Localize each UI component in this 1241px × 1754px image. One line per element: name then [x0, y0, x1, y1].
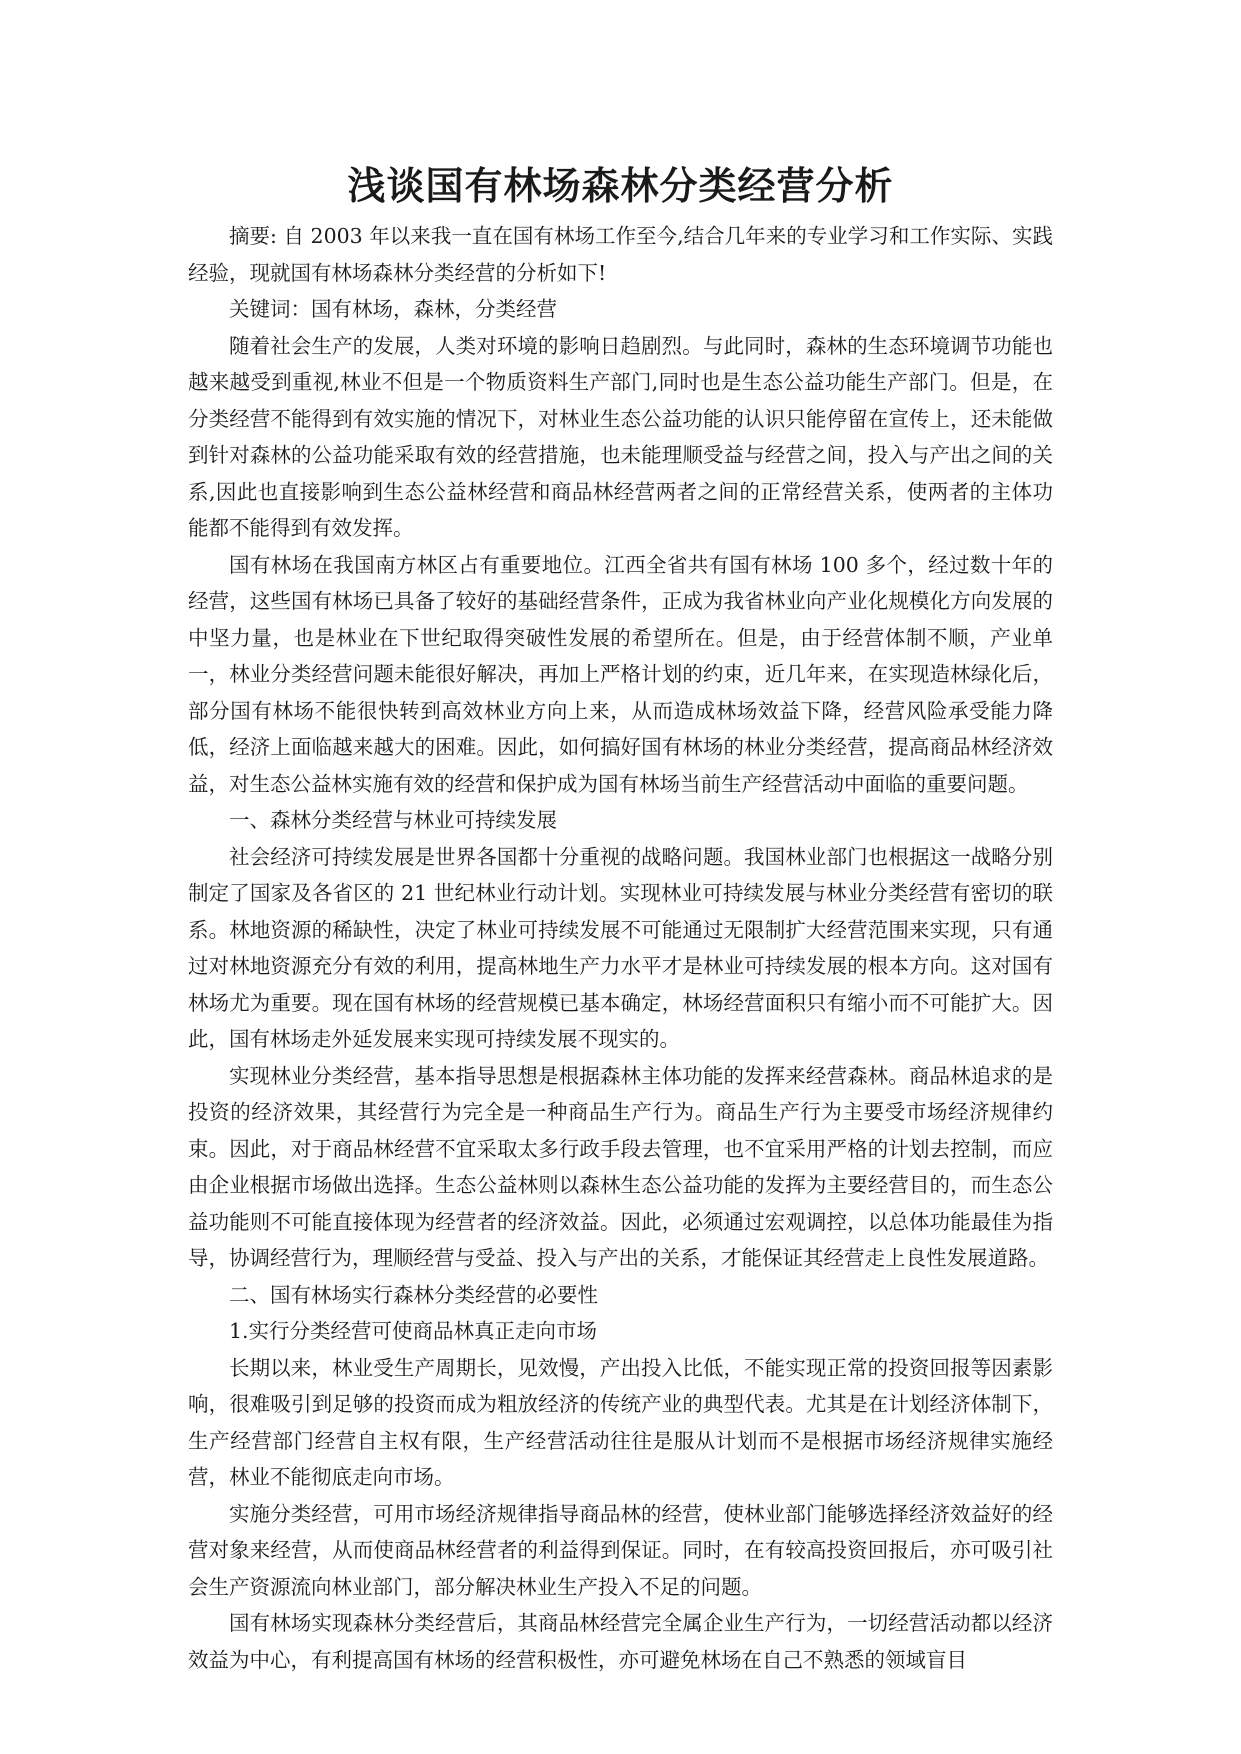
body-paragraph: 长期以来，林业受生产周期长，见效慢，产出投入比低，不能实现正常的投资回报等因素影响，很难吸引到足够的投资而成为粗放经济的传统产业的典型代表。尤其是在计划经济体制下，生产经营部门经营自主权有限，生产经营活动往往是服从计划而不是根据市场经济规律实施经营，林业不能彻底走向市场。	[188, 1355, 1053, 1489]
body-paragraph: 实现林业分类经营，基本指导思想是根据森林主体功能的发挥来经营森林。商品林追求的是投资的经济效果，其经营行为完全是一种商品生产行为。商品生产行为主要受市场经济规律约束。因此，对于商品林经营不宜采取太多行政手段去管理，也不宜采用严格的计划去控制，而应由企业根据市场做出选择。生态公益林则以森林生态公益功能的发挥为主要经营目的，而生态公益功能则不可能直接体现为经营者的经济效益。因此，必须通过宏观调控，以总体功能最佳为指导，协调经营行为，理顺经营与受益、投入与产出的关系，才能保证其经营走上良性发展道路。	[188, 1063, 1053, 1270]
body-paragraph: 实施分类经营，可用市场经济规律指导商品林的经营，使林业部门能够选择经济效益好的经营对象来经营，从而使商品林经营者的利益得到保证。同时，在有较高投资回报后，亦可吸引社会生产资源流向林业部门，部分解决林业生产投入不足的问题。	[188, 1501, 1053, 1599]
body-paragraph: 社会经济可持续发展是世界各国都十分重视的战略问题。我国林业部门也根据这一战略分别制定了国家及各省区的 21 世纪林业行动计划。实现林业可持续发展与林业分类经营有密切的联系。林地资源的稀缺性，决定了林业可持续发展不可能通过无限制扩大经营范围来实现，只有通过对林地资源充分有效的利用，提高林地生产力水平才是林业可持续发展的根本方向。这对国有林场尤为重要。现在国有林场的经营规模已基本确定，林场经营面积只有缩小而不可能扩大。因此，国有林场走外延发展来实现可持续发展不现实的。	[188, 844, 1053, 1051]
body-paragraph: 随着社会生产的发展，人类对环境的影响日趋剧烈。与此同时，森林的生态环境调节功能也越来越受到重视,林业不但是一个物质资料生产部门,同时也是生态公益功能生产部门。但是，在分类经营不能得到有效实施的情况下，对林业生态公益功能的认识只能停留在宣传上，还未能做到针对森林的公益功能采取有效的经营措施，也未能理顺受益与经营之间，投入与产出之间的关系,因此也直接影响到生态公益林经营和商品林经营两者之间的正常经营关系，使两者的主体功能都不能得到有效发挥。	[188, 333, 1053, 540]
document-title: 浅谈国有林场森林分类经营分析	[347, 163, 894, 208]
keywords-paragraph: 关键词：国有林场，森林，分类经营	[229, 297, 557, 321]
body-paragraph: 国有林场在我国南方林区占有重要地位。江西全省共有国有林场 100 多个，经过数十年的经营，这些国有林场已具备了较好的基础经营条件，正成为我省林业向产业化规模化方向发展的中坚力量，也是林业在下世纪取得突破性发展的希望所在。但是，由于经营体制不顺，产业单一，林业分类经营问题未能很好解决，再加上严格计划的约束，近几年来，在实现造林绿化后，部分国有林场不能很快转到高效林业方向上来，从而造成林场效益下降，经营风险承受能力降低，经济上面临越来越大的困难。因此，如何搞好国有林场的林业分类经营，提高商品林经济效益，对生态公益林实施有效的经营和保护成为国有林场当前生产经营活动中面临的重要问题。	[188, 552, 1053, 796]
section-heading-1: 一、森林分类经营与林业可持续发展	[229, 808, 557, 832]
subsection-heading-1: 1.实行分类经营可使商品林真正走向市场	[229, 1319, 598, 1343]
body-paragraph: 国有林场实现森林分类经营后，其商品林经营完全属企业生产行为，一切经营活动都以经济效益为中心，有利提高国有林场的经营积极性，亦可避免林场在自己不熟悉的领域盲目	[188, 1611, 1053, 1672]
section-heading-2: 二、国有林场实行森林分类经营的必要性	[229, 1282, 598, 1307]
abstract-paragraph: 摘要: 自 2003 年以来我一直在国有林场工作至今,结合几年来的专业学习和工作实际、实践经验，现就国有林场森林分类经营的分析如下!	[188, 224, 1053, 285]
